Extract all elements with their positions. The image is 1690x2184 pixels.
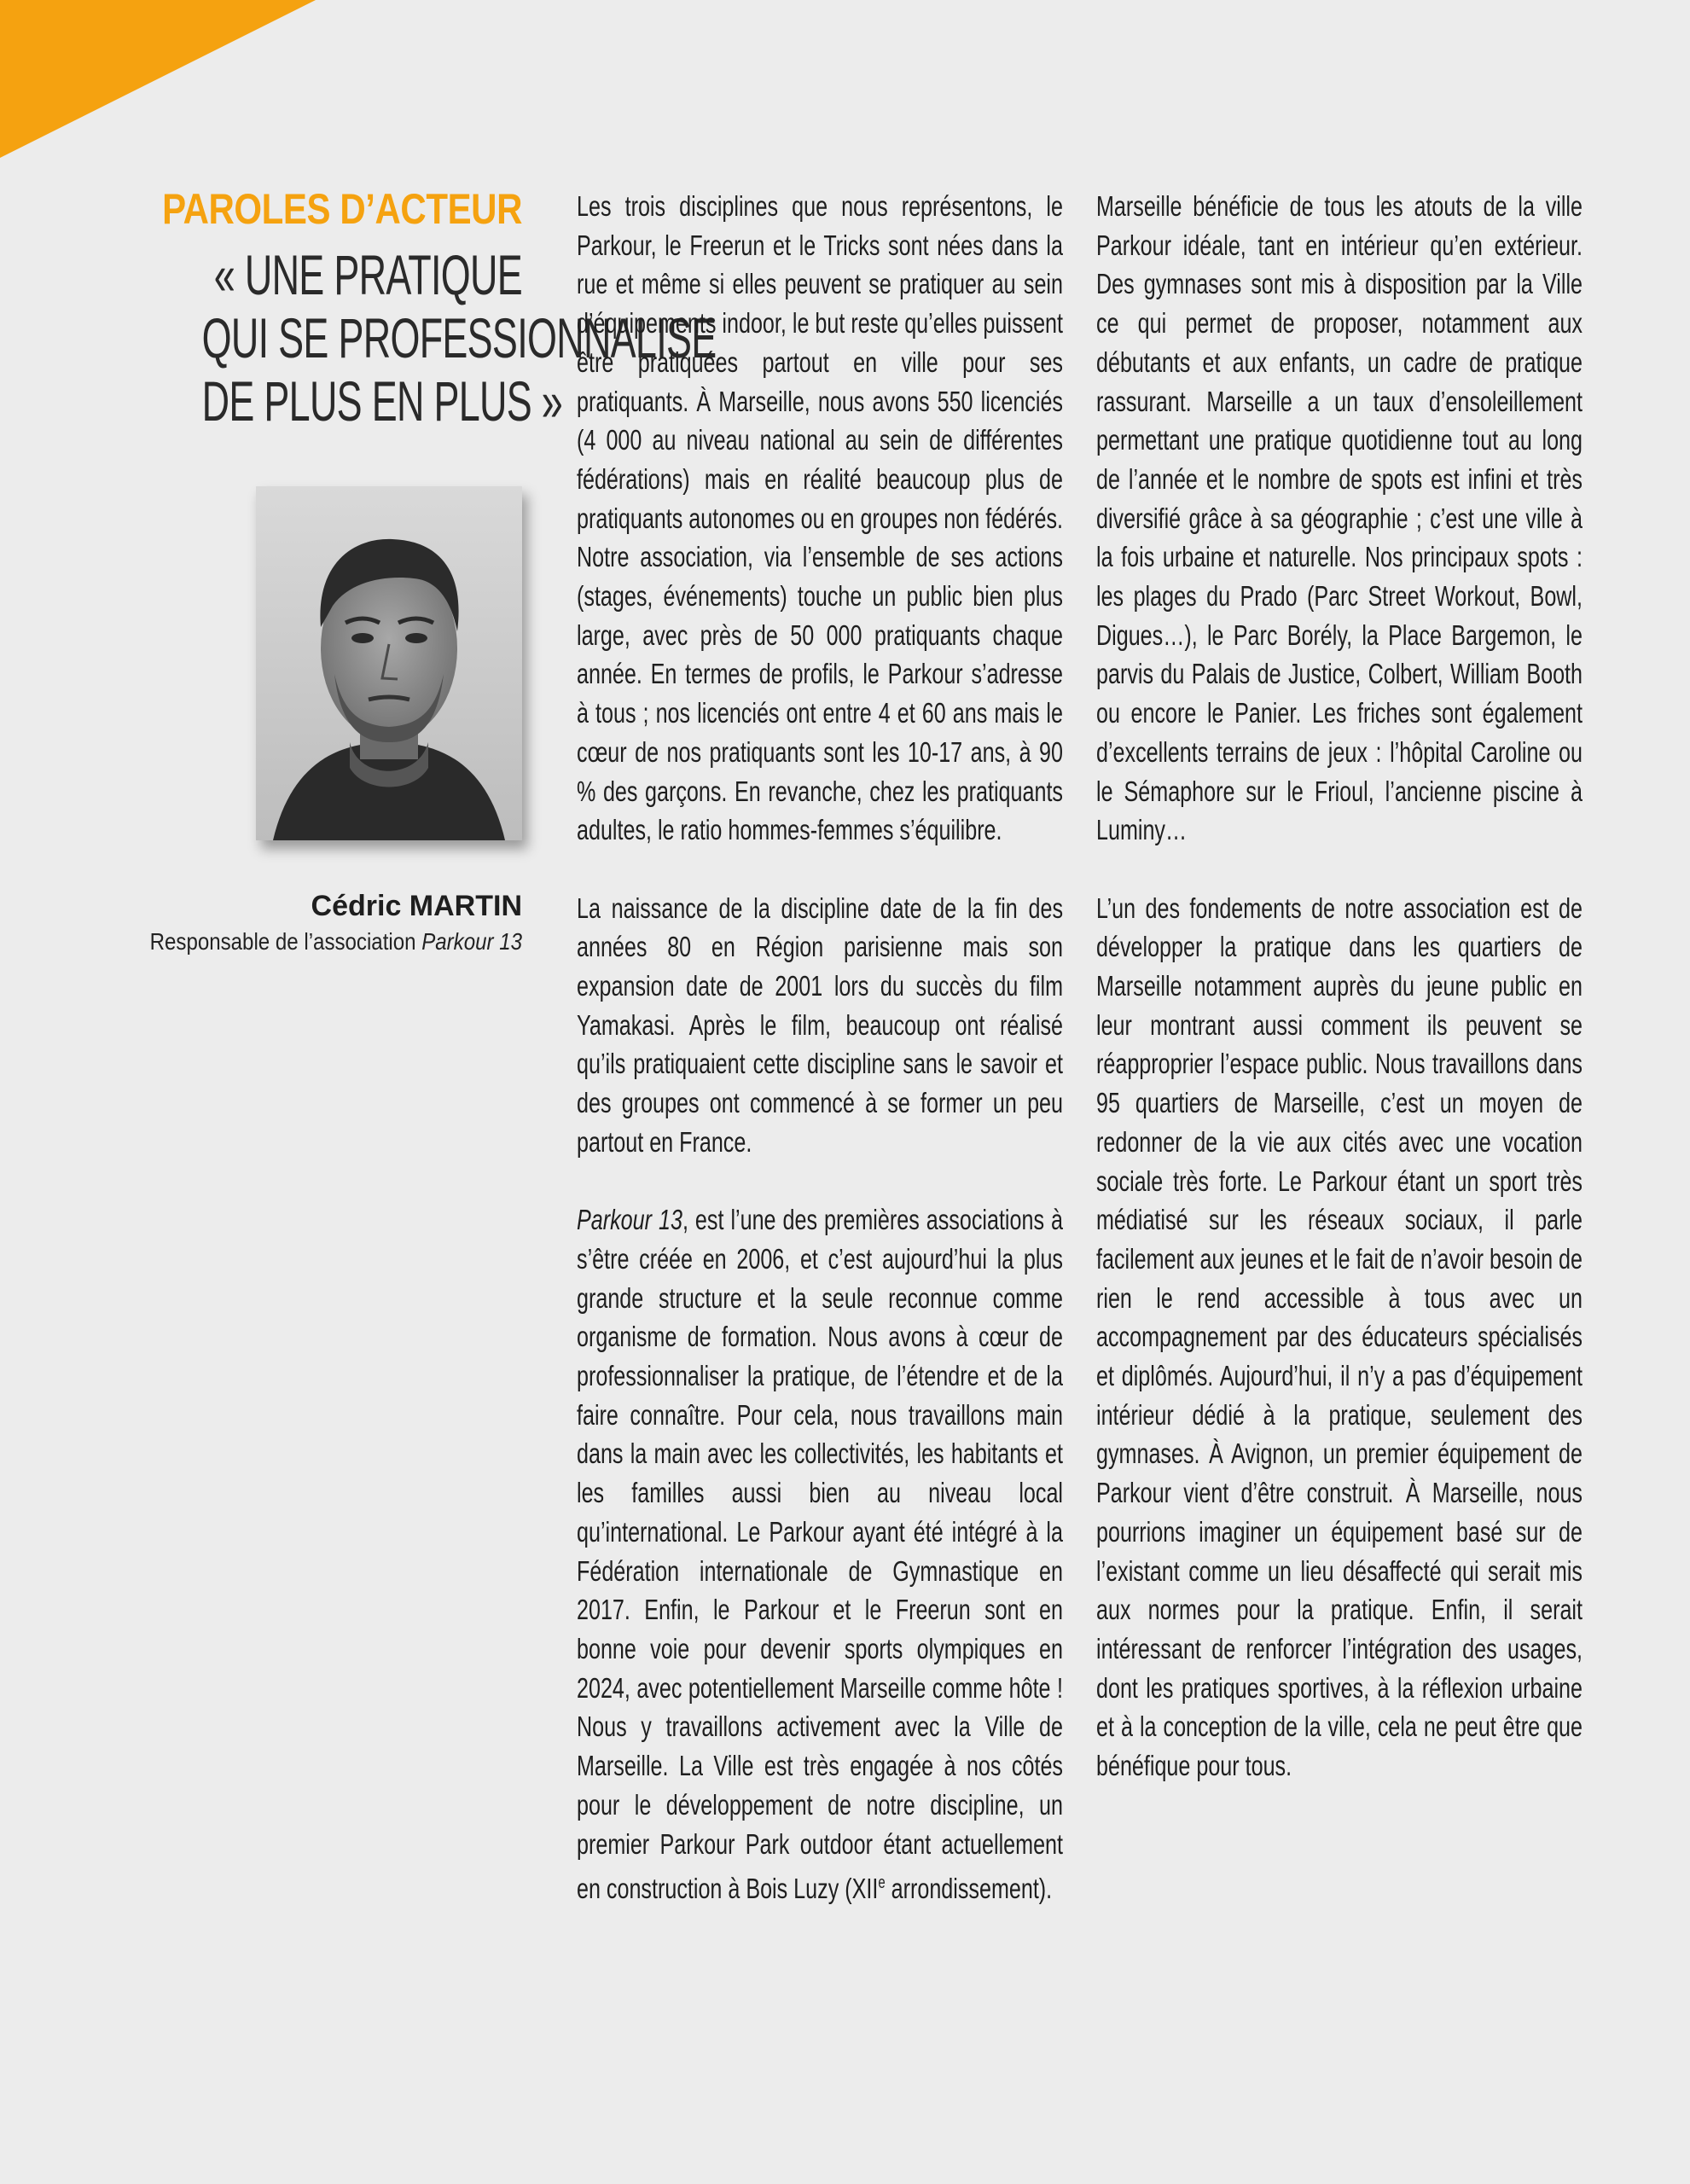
paragraph-body: , est l’une des premières associations à s’être créée en 2006, et c’est aujourd’hui la plus grande structure et la seule reconnue comme organisme de formation. Nous avons à cœur de professionnaliser la pratique, de l’étendre et de la faire connaître. Pour cela, nous travaillons main dans la main avec les collectivités, les habitants et les familles aussi bien au niveau local qu’international. Le Parkour ayant été intégré à la Fédération internationale de Gymnastique en 2017. Enfin, le Parkour et le Freerun sont en bonne voie pour devenir sports olympiques en 2024, avec potentiellement Marseille comme hôte ! Nous y travaillons activement avec la Ville de Marseille. La Ville est très engagée à nos côtés pour le développement de notre discipline, un premier Parkour Park outdoor étant actuellement en construction à Bois Luzy (XII bbox=[577, 1205, 1064, 1906]
paragraph: Marseille bénéficie de tous les atouts de la ville Parkour idéale, tant en intérieur qu’en extérieur. Des gymnases sont mis à disposition par la Ville ce qui permet de proposer, notamment aux débutants et aux enfants, un cadre de pratique rassurant. Marseille a un taux d’ensoleillement permettant une pratique quotidienne tout au long de l’année et le nombre de spots est infini et très diversifié grâce à sa géographie ; c’est une ville à la fois urbaine et naturelle. Nos principaux spots : les plages du Prado (Parc Street Workout, Bowl, Digues…), le Parc Borély, la Place Bargemon, le parvis du Palais de Justice, Colbert, William Booth ou encore le Panier. Les friches sont également d’excellents terrains de jeux : l’hôpital Caroline ou le Sémaphore sur le Frioul, l’ancienne piscine à Luminy… bbox=[1096, 191, 1583, 847]
article-column-2 bbox=[1096, 188, 1583, 1786]
corner-accent-triangle bbox=[0, 0, 316, 158]
headline-line: DE PLUS EN PLUS » bbox=[201, 369, 563, 433]
paragraph: Les trois disciplines que nous représentons, le Parkour, le Freerun et le Tricks sont nées dans la rue et même si elles peuvent se pratiquer au sein d’équipements indoor, le but reste qu’elles puissent être pratiquées partout en ville pour ses pratiquants. À Marseille, nous avons 550 licenciés (4 000 au niveau national au sein de différentes fédérations) mais en réalité beaucoup plus de pratiquants autonomes ou en groupes non fédérés. Notre association, via l’ensemble de ses actions (stages, événements) touche un public bien plus large, avec près de 50 000 pratiquants chaque année. En termes de profils, le Parkour s’adresse à tous ; nos licenciés ont entre 4 et 60 ans mais le cœur de nos pratiquants sont les 10-17 ans, à 90 % des garçons. En revanche, chez les pratiquants adultes, le ratio hommes-femmes s’équilibre. bbox=[577, 191, 1063, 847]
portrait-icon bbox=[256, 486, 522, 840]
author-byline bbox=[51, 887, 522, 959]
paragraph-end: arrondissement). bbox=[885, 1873, 1053, 1906]
headline-line: QUI SE PROFESSIONNALISE bbox=[201, 306, 717, 369]
author-organization: Parkour 13 bbox=[421, 928, 522, 955]
portrait-photo bbox=[256, 486, 522, 840]
interview-header bbox=[51, 183, 717, 433]
paragraph: La naissance de la discipline date de la fin des années 80 en Région parisienne mais son expansion date de 2001 lors du succès du film Yamakasi. Après le film, beaucoup ont réalisé qu’ils pratiquaient cette discipline sans le savoir et des groupes ont commencé à se former un peu partout en France. bbox=[577, 892, 1063, 1159]
author-role-prefix: Responsable de l’association bbox=[149, 928, 422, 955]
paragraph bbox=[577, 1201, 1063, 1909]
headline bbox=[51, 243, 717, 433]
headline-line: « UNE PRATIQUE bbox=[213, 243, 522, 306]
paragraph: L’un des fondements de notre association est de développer la pratique dans les quartiers de Marseille notamment auprès du jeune public en leur montrant aussi comment ils peuvent se réapproprier l’espace public. Nous travaillons dans 95 quartiers de Marseille, c’est un moyen de redonner de la vie aux cités avec une vocation sociale très forte. Le Parkour étant un sport très médiatisé sur les réseaux sociaux, il parle facilement aux jeunes et le fait de n’avoir besoin de rien le rend accessible à tous avec un accompagnement par des éducateurs spécialisés et diplômés. Aujourd’hui, il n’y a pas d’équipement intérieur dédié à la pratique, seulement des gymnases. À Avignon, un premier équipement de Parkour vient d’être construit. À Marseille, nous pourrions imaginer un équipement basé sur de l’existant comme un lieu désaffecté qui serait mis aux normes pour la pratique. Enfin, il serait intéressant de renforcer l’intégration des usages, dont les pratiques sportives, à la réflexion urbaine et à la conception de la ville, cela ne peut être que bénéfique pour tous. bbox=[1096, 892, 1583, 1783]
ordinal-suffix: e bbox=[878, 1873, 886, 1893]
author-name: Cédric MARTIN bbox=[311, 890, 522, 922]
article-column-1 bbox=[577, 188, 1063, 1909]
author-role bbox=[117, 925, 522, 959]
organization-name: Parkour 13 bbox=[577, 1205, 682, 1237]
section-kicker: PAROLES D’ACTEUR bbox=[162, 185, 522, 233]
